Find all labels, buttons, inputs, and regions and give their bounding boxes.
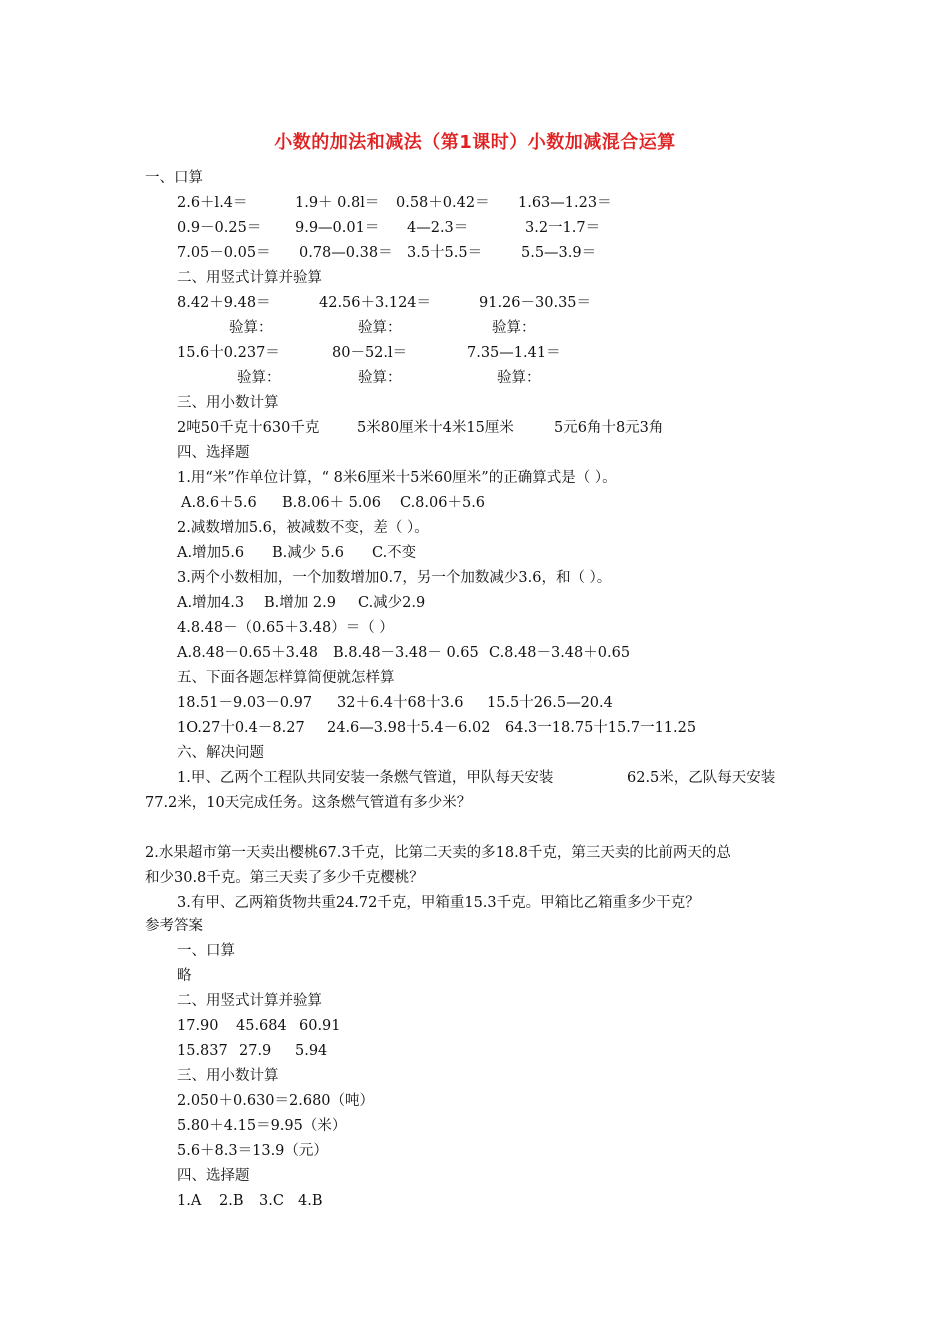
text-segment: A.8.48－0.65＋3.48 bbox=[177, 645, 318, 661]
document-title: 小数的加法和减法（第1课时）小数加减混合运算 bbox=[274, 132, 676, 153]
text-segment: 验算： bbox=[358, 370, 402, 386]
text-segment: A.增加5.6 bbox=[177, 545, 245, 561]
text-segment: 15.5十26.5—20.4 bbox=[487, 695, 613, 711]
text-segment: 17.90 bbox=[177, 1018, 219, 1034]
text-segment: 62.5米，乙队每天安装 bbox=[627, 770, 776, 786]
text-segment: 7.05－0.05＝ bbox=[177, 245, 271, 261]
text-segment: 2.减数增加5.6，被减数不变，差（ ）。 bbox=[177, 520, 429, 536]
text-segment: 1.甲、乙两个工程队共同安装一条燃气管道，甲队每天安装 bbox=[177, 770, 554, 786]
text-segment: 27.9 bbox=[239, 1043, 272, 1059]
text-segment: 60.91 bbox=[299, 1018, 341, 1034]
text-segment: 1.A bbox=[177, 1193, 202, 1209]
text-segment: 一、口算 bbox=[177, 943, 235, 959]
text-segment: 1.63—1.23＝ bbox=[518, 195, 612, 211]
text-segment: A.增加4.3 bbox=[177, 595, 245, 611]
text-segment: 42.56＋3.124＝ bbox=[319, 295, 432, 311]
text-segment: 0.78—0.38＝ bbox=[299, 245, 393, 261]
text-segment: 9.9—0.01＝ bbox=[295, 220, 380, 236]
text-segment: 3.两个小数相加，一个加数增加0.7，另一个加数减少3.6，和（ ）。 bbox=[177, 570, 612, 586]
text-segment: 77.2米，10天完成任务。这条燃气管道有多少米？ bbox=[145, 795, 472, 811]
text-segment: 4.8.48－（0.65＋3.48）＝（ ） bbox=[177, 620, 394, 636]
text-segment: 5.5—3.9＝ bbox=[521, 245, 597, 261]
text-segment: 2.050＋0.630＝2.680（吨） bbox=[177, 1093, 375, 1109]
text-segment: 5.80＋4.15＝9.95（米） bbox=[177, 1118, 347, 1134]
text-segment: 3.C bbox=[259, 1193, 284, 1209]
text-segment: 2.6＋l.4＝ bbox=[177, 195, 248, 211]
text-segment: 45.684 bbox=[236, 1018, 287, 1034]
text-segment: 32＋6.4十68十3.6 bbox=[337, 695, 464, 711]
text-segment: 15.837 bbox=[177, 1043, 228, 1059]
text-segment: 0.9－0.25＝ bbox=[177, 220, 262, 236]
text-segment: C.8.06＋5.6 bbox=[400, 495, 486, 511]
text-segment: 4—2.3＝ bbox=[407, 220, 469, 236]
text-segment: 0.58＋0.42＝ bbox=[396, 195, 490, 211]
text-segment: 验算： bbox=[358, 320, 402, 336]
text-segment: 参考答案 bbox=[145, 918, 203, 934]
text-segment: 15.6十0.237＝ bbox=[177, 345, 280, 361]
text-segment: 验算： bbox=[497, 370, 541, 386]
text-segment: 64.3一18.75十15.7一11.25 bbox=[505, 720, 697, 736]
text-segment: 7.35—1.41＝ bbox=[467, 345, 561, 361]
text-segment: 80－52.l＝ bbox=[332, 345, 408, 361]
text-segment: B.增加 2.9 bbox=[264, 595, 336, 611]
text-segment: 3.2一1.7＝ bbox=[525, 220, 601, 236]
text-segment: 五、下面各题怎样算简便就怎样算 bbox=[177, 670, 395, 686]
text-segment: 5米80厘米十4米15厘米 bbox=[357, 420, 514, 436]
text-segment: A.8.6＋5.6 bbox=[181, 495, 257, 511]
text-segment: 二、用竖式计算并验算 bbox=[177, 270, 322, 286]
text-segment: 略 bbox=[177, 968, 192, 984]
text-segment: 验算： bbox=[492, 320, 536, 336]
text-segment: 验算： bbox=[229, 320, 273, 336]
text-segment: 1O.27十0.4－8.27 bbox=[177, 720, 305, 736]
text-segment: 和少30.8千克。第三天卖了多少千克樱桃？ bbox=[145, 870, 424, 886]
text-segment: 三、用小数计算 bbox=[177, 395, 279, 411]
text-segment: 4.B bbox=[298, 1193, 323, 1209]
text-segment: 8.42＋9.48＝ bbox=[177, 295, 271, 311]
text-segment: C.8.48－3.48＋0.65 bbox=[489, 645, 631, 661]
text-segment: 1.9＋ 0.8l＝ bbox=[295, 195, 380, 211]
text-segment: 1.用“米”作单位计算，“ 8米6厘米十5米60厘米”的正确算式是（ ）。 bbox=[177, 470, 617, 486]
text-segment: 一、口算 bbox=[145, 170, 203, 186]
text-segment: 3.5十5.5＝ bbox=[407, 245, 483, 261]
text-segment: 2吨50千克十630千克 bbox=[177, 420, 320, 436]
text-segment: 验算： bbox=[237, 370, 281, 386]
text-segment: 2.B bbox=[219, 1193, 244, 1209]
text-segment: 5.94 bbox=[295, 1043, 328, 1059]
text-segment: B.8.48－3.48－ 0.65 bbox=[333, 645, 479, 661]
text-segment: B.减少 5.6 bbox=[272, 545, 344, 561]
text-segment: 四、选择题 bbox=[177, 445, 250, 461]
text-segment: 三、用小数计算 bbox=[177, 1068, 279, 1084]
text-segment: 六、解决问题 bbox=[177, 745, 264, 761]
text-segment: 2.水果超市第一天卖出樱桃67.3千克，比第二天卖的多18.8千克，第三天卖的比前两天的总 bbox=[145, 845, 731, 861]
text-segment: 3.有甲、乙两箱货物共重24.72千克，甲箱重15.3千克。甲箱比乙箱重多少干克？ bbox=[177, 895, 700, 911]
text-segment: 5元6角十8元3角 bbox=[554, 420, 664, 436]
text-segment: 5.6＋8.3＝13.9（元） bbox=[177, 1143, 328, 1159]
text-segment: 18.51－9.03－0.97 bbox=[177, 695, 313, 711]
text-segment: C.减少2.9 bbox=[358, 595, 426, 611]
text-segment: C.不变 bbox=[372, 545, 417, 561]
text-segment: 二、用竖式计算并验算 bbox=[177, 993, 322, 1009]
text-segment: 24.6—3.98十5.4－6.02 bbox=[327, 720, 491, 736]
text-segment: 四、选择题 bbox=[177, 1168, 250, 1184]
text-segment: B.8.06＋ 5.06 bbox=[282, 495, 381, 511]
text-segment: 91.26－30.35＝ bbox=[479, 295, 592, 311]
